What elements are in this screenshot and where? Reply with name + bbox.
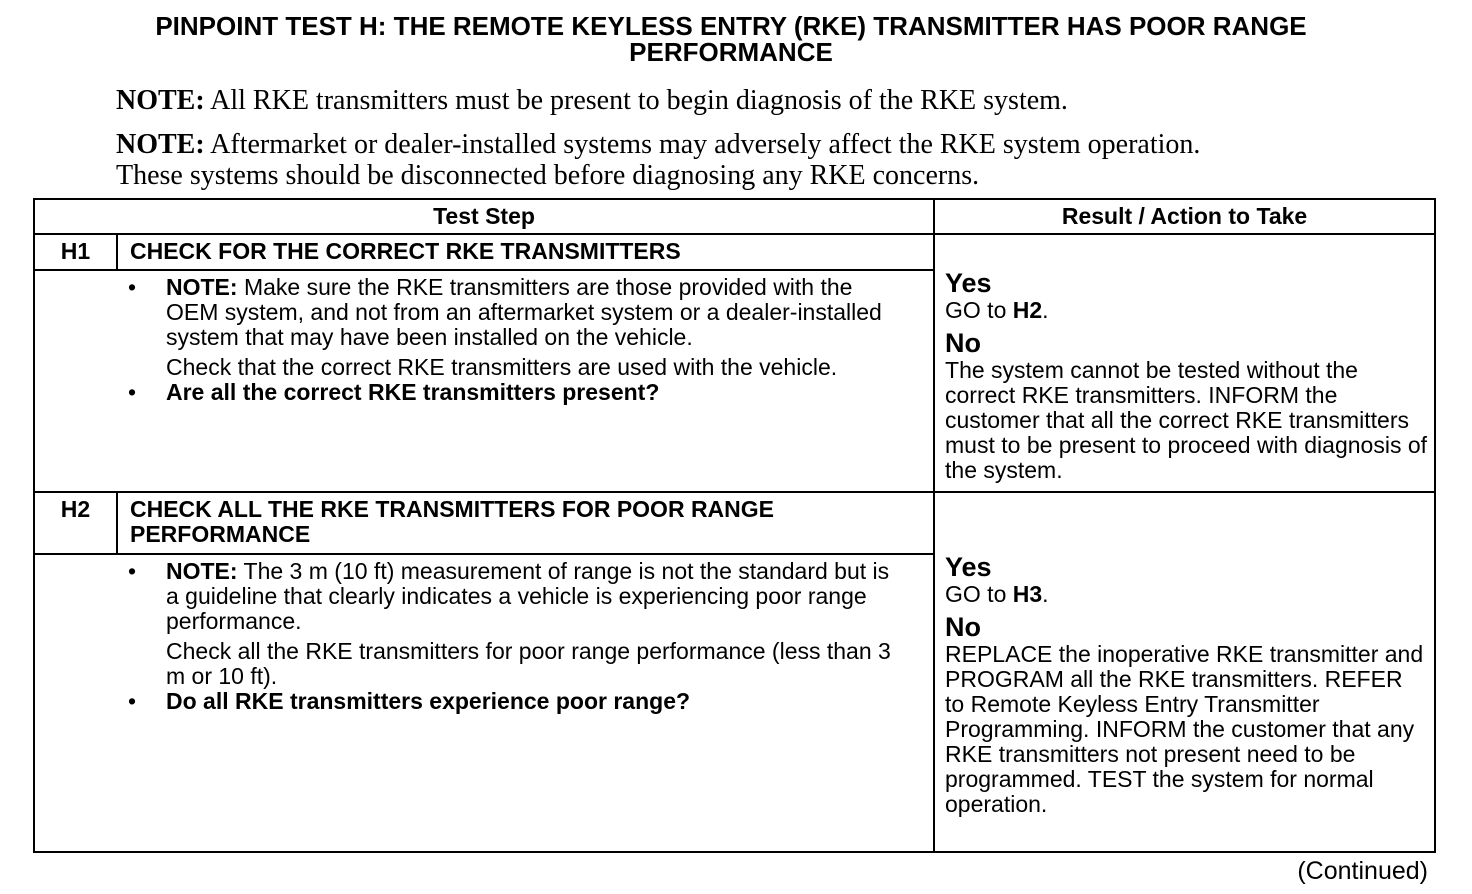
step-h1-id: H1: [34, 234, 117, 270]
step-h1-note-item: [35, 275, 903, 350]
bullet: •: [128, 274, 137, 300]
page-title-line-1: PINPOINT TEST H: THE REMOTE KEYLESS ENTRY (RKE) TRANSMITTER HAS POOR RANGE: [155, 11, 1307, 41]
step-note-label: NOTE:: [166, 274, 238, 300]
yes-action-prefix: GO to: [945, 581, 1013, 607]
step-h2-result: [934, 492, 1435, 852]
step-h2-note-item: [35, 559, 903, 634]
page-title: [0, 13, 1462, 65]
note-aftermarket-systems: [116, 129, 1226, 191]
step-h1-no-action: The system cannot be tested without the correct RKE transmitters. INFORM the customer that all the correct RKE transmitters must to be present to proceed with diagnosis of the system.: [945, 357, 1428, 483]
step-h2-id: H2: [34, 492, 117, 554]
note-label: NOTE:: [116, 85, 205, 116]
header-test-step: Test Step: [34, 199, 934, 234]
step-note-label: NOTE:: [166, 558, 238, 584]
step-h2-yes-label: Yes: [945, 552, 992, 582]
note-text: All RKE transmitters must be present to begin diagnosis of the RKE system.: [204, 85, 1068, 116]
step-h2-title-row: [34, 492, 1435, 554]
step-h1-body: [34, 270, 934, 492]
bullet: •: [128, 688, 137, 714]
step-h2-no-label: No: [945, 612, 982, 642]
yes-action-target: H3: [1012, 581, 1043, 607]
step-h1-no-label: No: [945, 328, 982, 358]
bullet: •: [128, 379, 137, 405]
step-h2-yes-action: [945, 582, 1428, 607]
yes-action-suffix: .: [1042, 297, 1049, 323]
step-h2-body: [34, 554, 934, 852]
yes-action-suffix: .: [1042, 581, 1049, 607]
step-h1-instruction: Check that the correct RKE transmitters are used with the vehicle.: [166, 354, 838, 380]
bullet: •: [128, 558, 137, 584]
table-header-row: [34, 199, 1435, 234]
step-h1-question-item: [35, 380, 903, 405]
step-h2-question: Do all RKE transmitters experience poor range?: [166, 688, 691, 714]
continued-label: (Continued): [1297, 857, 1428, 885]
step-h1-yes-action: [945, 298, 1428, 323]
page-title-line-2: PERFORMANCE: [629, 37, 833, 67]
yes-action-prefix: GO to: [945, 297, 1013, 323]
note-text: Aftermarket or dealer-installed systems may adversely affect the RKE system operation. These systems should be disconnected before diagnosing any RKE concerns.: [116, 129, 1201, 191]
yes-action-target: H2: [1012, 297, 1043, 323]
step-h2-title: CHECK ALL THE RKE TRANSMITTERS FOR POOR RANGE PERFORMANCE: [117, 492, 934, 554]
step-h1-title-row: [34, 234, 1435, 270]
step-note-text: The 3 m (10 ft) measurement of range is not the standard but is a guideline that clearly indicates a vehicle is experiencing poor range performance.: [166, 558, 890, 634]
step-h2-instruction: Check all the RKE transmitters for poor range performance (less than 3 m or 10 ft).: [166, 638, 891, 689]
step-h1-title: CHECK FOR THE CORRECT RKE TRANSMITTERS: [117, 234, 934, 270]
step-h1-yes-label: Yes: [945, 268, 992, 298]
step-note-text: Make sure the RKE transmitters are those provided with the OEM system, and not from an aftermarket system or a dealer-installed system that may have been installed on the vehicle.: [166, 274, 882, 350]
header-result-action: Result / Action to Take: [934, 199, 1435, 234]
step-h2-question-item: [35, 689, 903, 714]
note-label: NOTE:: [116, 129, 205, 160]
pinpoint-test-table: [33, 198, 1436, 853]
step-h1-result: [934, 234, 1435, 492]
note-rke-present: [116, 85, 1226, 116]
step-h1-question: Are all the correct RKE transmitters present?: [166, 379, 660, 405]
step-h2-no-action: REPLACE the inoperative RKE transmitter and PROGRAM all the RKE transmitters. REFER to Remote Keyless Entry Transmitter Programming. INFORM the customer that any RKE transmitters not present need to be programmed. TEST the system for normal operation.: [945, 641, 1424, 817]
